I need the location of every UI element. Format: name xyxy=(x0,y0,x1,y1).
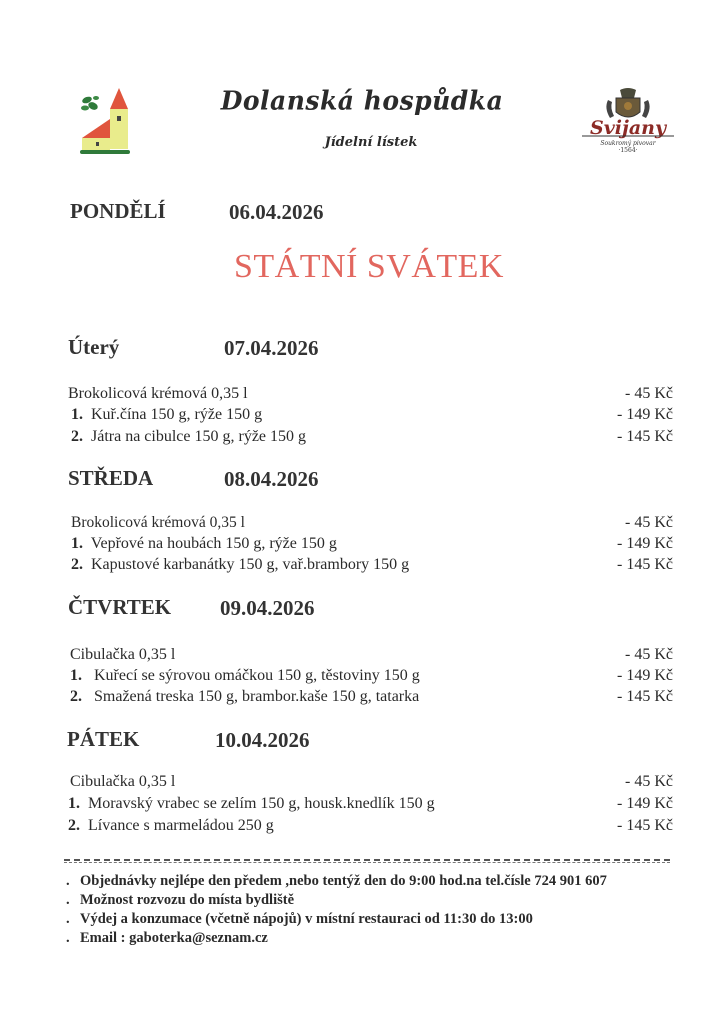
item-name: Moravský vrabec se zelím 150 g, housk.knedlík 150 g xyxy=(88,795,435,812)
menu-item-2 xyxy=(71,428,306,446)
item-name: Brokolicová krémová 0,35 l xyxy=(71,514,245,531)
svijany-brewery-logo xyxy=(576,86,680,156)
day-heading-tuesday: Úterý xyxy=(68,335,120,359)
note-text: Objednávky nejlépe den předem ,nebo tentýž den do 9:00 hod.na tel.čísle 724 901 607 xyxy=(80,873,607,889)
day-heading-monday: PONDĚLÍ xyxy=(70,199,166,223)
menu-item-soup xyxy=(70,646,175,664)
item-number: 1. xyxy=(70,667,82,684)
item-name: Cibulačka 0,35 l xyxy=(70,646,176,663)
item-number: 2. xyxy=(68,817,80,834)
bullet: . xyxy=(66,873,70,889)
menu-item-2 xyxy=(68,817,274,835)
bullet: . xyxy=(66,930,70,946)
item-number: 1. xyxy=(71,406,83,423)
item-price: - 145 Kč xyxy=(617,688,673,705)
item-name: Játra na cibulce 150 g, rýže 150 g xyxy=(91,428,307,445)
menu-item-2 xyxy=(71,556,409,574)
note-text: Možnost rozvozu do místa bydliště xyxy=(80,892,295,908)
footer-note-hours xyxy=(66,911,533,928)
item-number: 1. xyxy=(71,535,83,552)
item-number: 2. xyxy=(71,556,83,573)
day-heading-thursday: ČTVRTEK xyxy=(68,595,172,619)
note-text: Email : gaboterka@seznam.cz xyxy=(80,930,268,946)
date-monday: 06.04.2026 xyxy=(229,200,324,224)
bullet: . xyxy=(66,911,70,927)
footer-note-email xyxy=(66,930,268,947)
svg-text:·1564·: ·1564· xyxy=(618,147,638,154)
item-name: Vepřové na houbách 150 g, rýže 150 g xyxy=(90,535,337,552)
item-price: - 145 Kč xyxy=(617,556,673,573)
item-number: 2. xyxy=(70,688,82,705)
date-tuesday: 07.04.2026 xyxy=(224,336,319,360)
date-thursday: 09.04.2026 xyxy=(220,596,315,620)
item-name: Cibulačka 0,35 l xyxy=(70,773,176,790)
item-number: 1. xyxy=(68,795,80,812)
item-price: - 45 Kč xyxy=(625,385,673,402)
menu-item-2 xyxy=(70,688,419,706)
menu-item-1 xyxy=(71,406,262,424)
menu-item-1 xyxy=(70,667,420,685)
item-name: Kuř.čína 150 g, rýže 150 g xyxy=(91,406,263,423)
item-price: - 149 Kč xyxy=(617,535,673,552)
menu-item-soup xyxy=(71,514,245,532)
menu-item-1 xyxy=(68,795,435,813)
item-name: Kuřecí se sýrovou omáčkou 150 g, těstoviny 150 g xyxy=(94,667,420,684)
item-price: - 145 Kč xyxy=(617,428,673,445)
date-wednesday: 08.04.2026 xyxy=(224,467,319,491)
subtitle-text: Jídelní lístek xyxy=(324,135,418,150)
item-price: - 45 Kč xyxy=(625,514,673,531)
day-heading-friday: PÁTEK xyxy=(67,727,140,751)
note-text: Výdej a konzumace (včetně nápojů) v místní restauraci od 11:30 do 13:00 xyxy=(80,911,533,927)
dashed-divider xyxy=(64,862,670,863)
holiday-notice: STÁTNÍ SVÁTEK xyxy=(234,248,504,285)
item-name: Brokolicová krémová 0,35 l xyxy=(68,385,248,402)
svg-text:Soukromý pivovar: Soukromý pivovar xyxy=(600,140,656,147)
item-name: Lívance s marmeládou 250 g xyxy=(88,817,274,834)
item-number: 2. xyxy=(71,428,83,445)
svg-text:Svijany: Svijany xyxy=(589,117,667,139)
item-price: - 149 Kč xyxy=(617,795,673,812)
day-heading-wednesday: STŘEDA xyxy=(68,466,154,490)
item-price: - 149 Kč xyxy=(617,667,673,684)
footer-note-orders xyxy=(66,873,607,890)
menu-item-1 xyxy=(71,535,337,553)
footer-note-delivery xyxy=(66,892,294,909)
menu-item-soup xyxy=(68,385,248,403)
item-price: - 149 Kč xyxy=(617,406,673,423)
item-price: - 145 Kč xyxy=(617,817,673,834)
menu-item-soup xyxy=(70,773,175,791)
item-price: - 45 Kč xyxy=(625,773,673,790)
item-name: Smažená treska 150 g, brambor.kaše 150 g, tatarka xyxy=(94,688,420,705)
item-price: - 45 Kč xyxy=(625,646,673,663)
date-friday: 10.04.2026 xyxy=(215,728,310,752)
bullet: . xyxy=(66,892,70,908)
dashed-divider xyxy=(64,859,670,861)
item-name: Kapustové karbanátky 150 g, vař.brambory 150 g xyxy=(91,556,410,573)
restaurant-name: Dolanská hospůdka xyxy=(220,85,504,116)
